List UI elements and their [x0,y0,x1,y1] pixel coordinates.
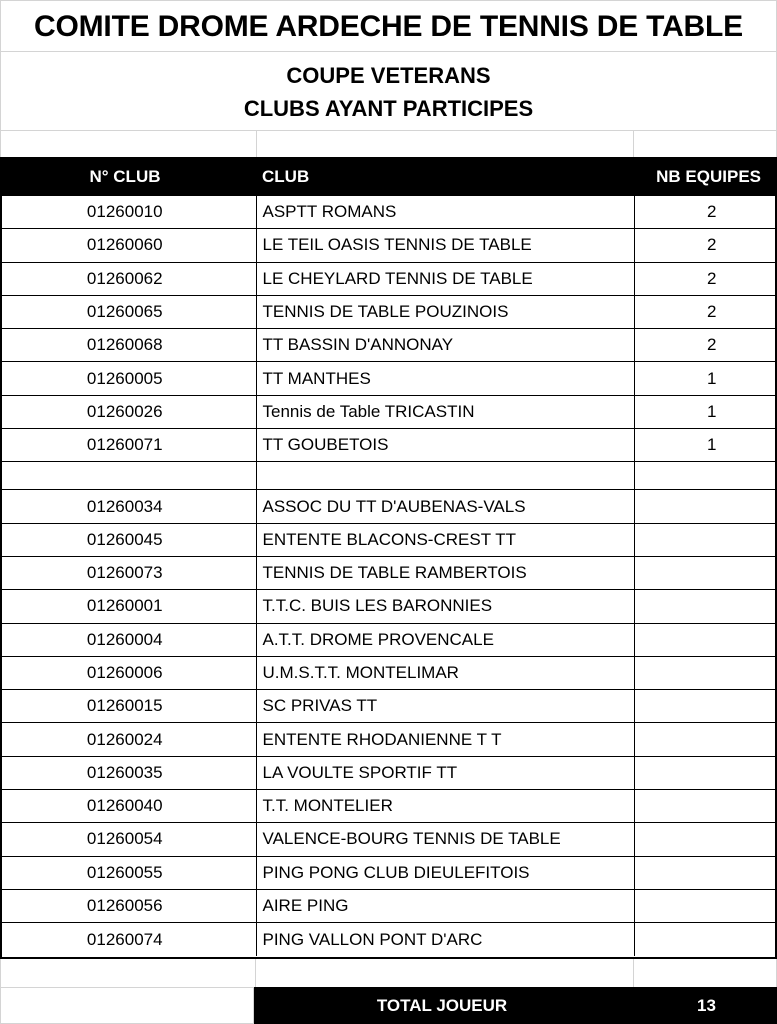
club-number-cell: 01260006 [2,656,256,689]
club-number-cell: 01260062 [2,262,256,295]
team-count-cell [634,723,775,756]
table-row [2,923,775,956]
total-bar [254,987,777,1024]
team-count-cell: 1 [634,395,775,428]
club-name-cell: TT GOUBETOIS [256,429,634,462]
subtitle-line-1: COUPE VETERANS [286,63,491,88]
total-value: 13 [697,996,716,1015]
team-count-cell [634,889,775,922]
table-row [2,790,775,823]
club-number-cell: 01260065 [2,295,256,328]
column-header-team-count: NB EQUIPES [634,159,775,196]
page-title: COMITE DROME ARDECHE DE TENNIS DE TABLE [0,0,777,52]
club-name-cell: VALENCE-BOURG TENNIS DE TABLE [256,823,634,856]
club-name-cell: LE TEIL OASIS TENNIS DE TABLE [256,229,634,262]
table-row [2,295,775,328]
club-number-cell: 01260068 [2,329,256,362]
club-number-cell: 01260054 [2,823,256,856]
subtitle-block [0,52,777,130]
table-row [2,490,775,523]
total-label: TOTAL JOUEUR [376,996,508,1015]
table-row [2,556,775,589]
table-row [2,523,775,556]
table-header-row [2,159,775,196]
table-row-blank [2,462,775,490]
club-name-cell: U.M.S.T.T. MONTELIMAR [256,656,634,689]
table-row [2,623,775,656]
club-name-cell: AIRE PING [256,889,634,922]
club-name-cell: ASPTT ROMANS [256,196,634,229]
team-count-cell [634,790,775,823]
club-number-cell: 01260015 [2,690,256,723]
club-name-cell: A.T.T. DROME PROVENCALE [256,623,634,656]
club-number-cell: 01260010 [2,196,256,229]
club-name-cell: ENTENTE BLACONS-CREST TT [256,523,634,556]
club-name-cell: TENNIS DE TABLE RAMBERTOIS [256,556,634,589]
table-row [2,856,775,889]
team-count-cell: 2 [634,295,775,328]
subtitle-line-2: CLUBS AYANT PARTICIPES [243,96,534,121]
club-number-cell: 01260074 [2,923,256,956]
team-count-cell [634,856,775,889]
club-number-cell: 01260073 [2,556,256,589]
clubs-table [0,157,777,959]
club-number-cell: 01260071 [2,429,256,462]
table-row [2,329,775,362]
team-count-cell [634,656,775,689]
table-row [2,229,775,262]
table-row [2,723,775,756]
club-name-cell: PING VALLON PONT D'ARC [256,923,634,956]
table-row [2,823,775,856]
club-name-cell: TENNIS DE TABLE POUZINOIS [256,295,634,328]
club-number-cell: 01260005 [2,362,256,395]
table-row [2,590,775,623]
column-header-club: CLUB [256,159,634,196]
table-row [2,262,775,295]
team-count-cell [634,623,775,656]
club-number-cell: 01260034 [2,490,256,523]
table-row [2,656,775,689]
spacer-row-bottom [0,959,777,987]
club-number-cell: 01260056 [2,889,256,922]
club-number-cell: 01260040 [2,790,256,823]
table-row [2,889,775,922]
club-name-cell: PING PONG CLUB DIEULEFITOIS [256,856,634,889]
club-number-cell: 01260026 [2,395,256,428]
club-number-cell: 01260004 [2,623,256,656]
table-row [2,395,775,428]
club-name-cell: LA VOULTE SPORTIF TT [256,756,634,789]
team-count-cell: 2 [634,196,775,229]
club-name-cell: ASSOC DU TT D'AUBENAS-VALS [256,490,634,523]
club-name-cell: ENTENTE RHODANIENNE T T [256,723,634,756]
team-count-cell: 1 [634,429,775,462]
team-count-cell [634,490,775,523]
team-count-cell: 2 [634,229,775,262]
team-count-cell: 1 [634,362,775,395]
club-number-cell: 01260060 [2,229,256,262]
club-number-cell: 01260055 [2,856,256,889]
team-count-cell: 2 [634,262,775,295]
club-name-cell: TT BASSIN D'ANNONAY [256,329,634,362]
team-count-cell [634,590,775,623]
team-count-cell [634,756,775,789]
club-number-cell: 01260035 [2,756,256,789]
team-count-cell [634,690,775,723]
total-blank-cell [0,987,254,1024]
club-number-cell: 01260045 [2,523,256,556]
club-name-cell: TT MANTHES [256,362,634,395]
table-row [2,690,775,723]
club-name-cell: T.T. MONTELIER [256,790,634,823]
club-name-cell: LE CHEYLARD TENNIS DE TABLE [256,262,634,295]
club-number-cell: 01260024 [2,723,256,756]
table-row [2,756,775,789]
team-count-cell [634,923,775,956]
table-row [2,429,775,462]
club-name-cell: T.T.C. BUIS LES BARONNIES [256,590,634,623]
club-number-cell: 01260001 [2,590,256,623]
club-name-cell: SC PRIVAS TT [256,690,634,723]
table-row [2,362,775,395]
table-row [2,196,775,229]
team-count-cell [634,556,775,589]
spacer-row [0,130,777,157]
club-name-cell: Tennis de Table TRICASTIN [256,395,634,428]
team-count-cell [634,523,775,556]
team-count-cell [634,823,775,856]
team-count-cell: 2 [634,329,775,362]
column-header-club-number: N° CLUB [2,159,256,196]
